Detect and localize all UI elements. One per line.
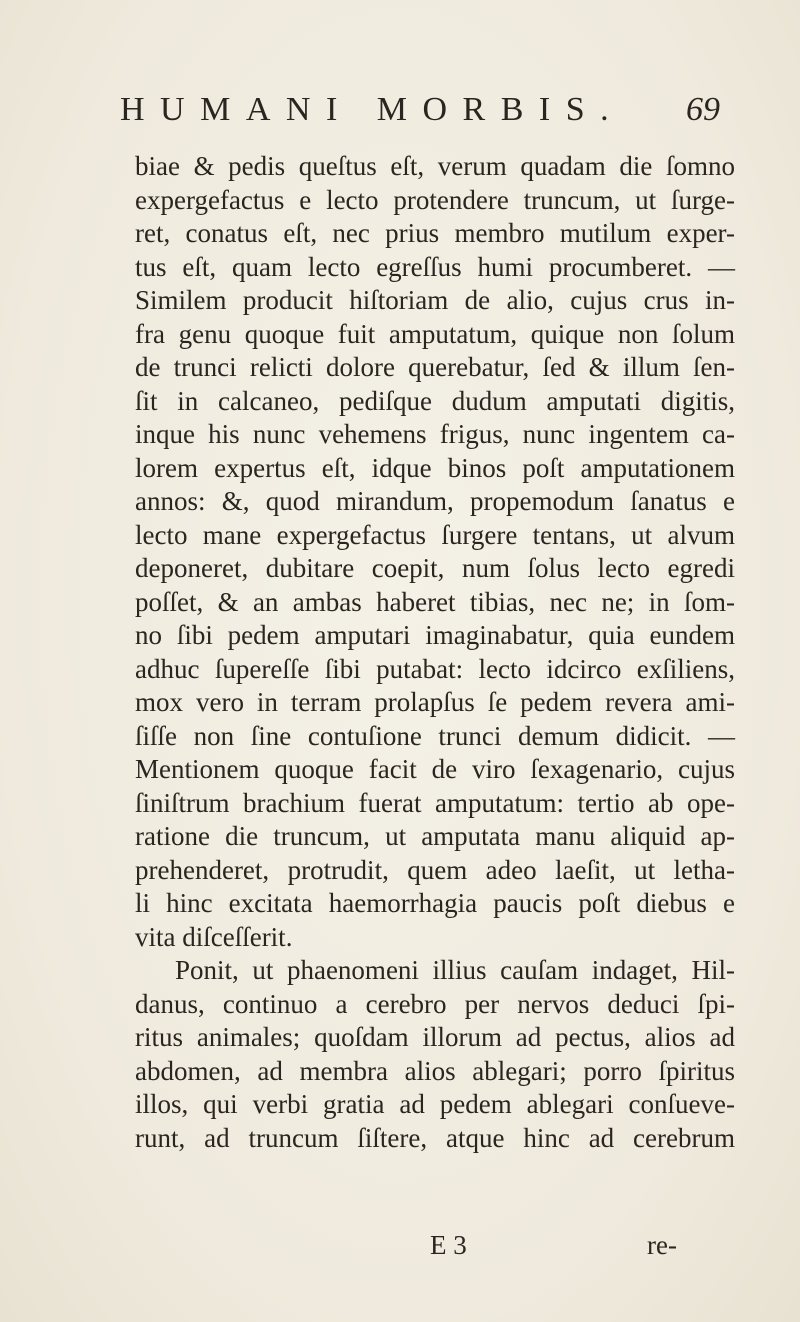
text-line: poſſet, & an ambas haberet tibias, nec ne; in ſom- bbox=[135, 586, 735, 617]
text-line: ſiniſtrum brachium fuerat amputatum: tertio ab ope- bbox=[135, 787, 735, 818]
text-line: ritus animales; quoſdam illorum ad pectus, alios ad bbox=[135, 1022, 735, 1052]
catchword: re- bbox=[647, 1230, 677, 1260]
text-line: ſit in calcaneo, pediſque dudum amputati digitis, bbox=[135, 385, 735, 416]
text-line: Similem producit hiſtoriam de alio, cujus crus in- bbox=[135, 285, 735, 315]
text-line: ratione die truncum, ut amputata manu aliquid ap- bbox=[135, 821, 735, 851]
text-line: lorem expertus eſt, idque binos poſt amputationem bbox=[135, 452, 735, 483]
text-line: biae & pedis queſtus eſt, verum quadam die ſomno bbox=[135, 151, 735, 181]
running-head bbox=[120, 88, 720, 132]
text-line: ret, conatus eſt, nec prius membro mutilum exper- bbox=[135, 218, 735, 248]
text-line: tus eſt, quam lecto egreſſus humi procumberet. — bbox=[135, 251, 735, 282]
text-line: deponeret, dubitare coepit, num ſolus lecto egredi bbox=[135, 553, 735, 583]
text-line: li hinc excitata haemorrhagia paucis poſt diebus e bbox=[135, 888, 735, 918]
text-line: runt, ad truncum ſiſtere, atque hinc ad cerebrum bbox=[135, 1122, 735, 1153]
text-line: Mentionem quoque facit de viro ſexagenario, cujus bbox=[135, 754, 735, 784]
text-line: annos: &, quod mirandum, propemodum ſanatus e bbox=[135, 486, 735, 516]
text-line: fra genu quoque fuit amputatum, quique non ſolum bbox=[135, 318, 735, 349]
text-line: adhuc ſupereſſe ſibi putabat: lecto idcirco exſiliens, bbox=[135, 653, 735, 684]
paragraph-first-line: Ponit, ut phaenomeni illius cauſam indaget, Hil- bbox=[175, 955, 735, 985]
text-line: no ſibi pedem amputari imaginabatur, quia eundem bbox=[135, 620, 735, 650]
text-line: mox vero in terram prolapſus ſe pedem revera ami- bbox=[135, 687, 735, 717]
text-line: ſiſſe non ſine contuſione trunci demum didicit. — bbox=[135, 720, 735, 751]
text-line: prehenderet, protrudit, quem adeo laeſit, ut letha- bbox=[135, 854, 735, 885]
text-line: vita diſceſſerit. bbox=[135, 921, 293, 952]
body-text bbox=[135, 150, 735, 1155]
catchline bbox=[135, 1229, 735, 1262]
running-title: HUMANI MORBIS. bbox=[120, 91, 625, 128]
text-line: abdomen, ad membra alios ablegari; porro ſpiritus bbox=[135, 1055, 735, 1086]
text-line: inque his nunc vehemens frigus, nunc ingentem ca- bbox=[135, 419, 735, 449]
text-line: expergefactus e lecto protendere truncum, ut ſurge- bbox=[135, 184, 735, 215]
signature-mark: E 3 bbox=[430, 1230, 467, 1260]
text-line: illos, qui verbi gratia ad pedem ablegari conſueve- bbox=[135, 1089, 735, 1119]
text-line: danus, continuo a cerebro per nervos deduci ſpi- bbox=[135, 988, 735, 1019]
text-line: lecto mane expergefactus ſurgere tentans, ut alvum bbox=[135, 519, 735, 550]
page-number: 69 bbox=[686, 91, 720, 128]
text-line: de trunci relicti dolore querebatur, ſed & illum ſen- bbox=[135, 352, 735, 382]
